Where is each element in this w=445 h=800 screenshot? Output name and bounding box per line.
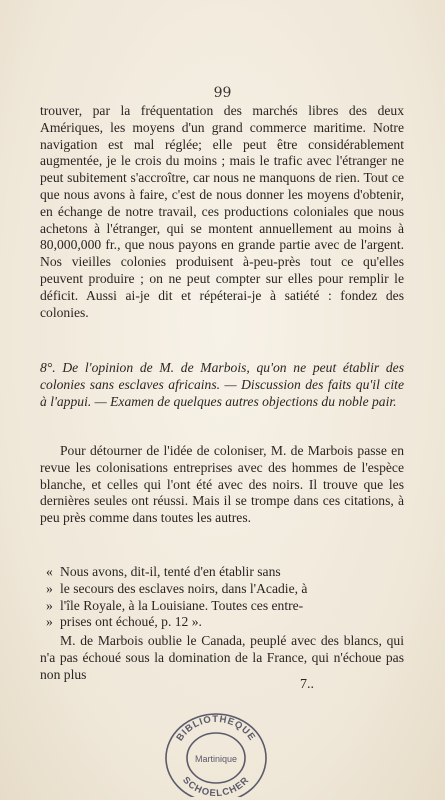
quote-line xyxy=(40,614,404,631)
quote-mark: » xyxy=(46,614,53,630)
page-number: 99 xyxy=(213,85,232,101)
paragraph-3 xyxy=(40,633,404,683)
quote-line xyxy=(40,564,404,581)
stamp-bottom-text: SCHOELCHER xyxy=(180,774,252,797)
quote-mark: » xyxy=(46,580,53,596)
quote-text: le secours des esclaves noirs, dans l'Acadie, à xyxy=(60,580,308,596)
paragraph-2-text: Pour détourner de l'idée de coloniser, M. de Marbois passe en revue les colonisations entreprises avec des hommes de l'espèce blanche, et celles qui l'ont été avec des noirs. Il trouve que les dernières seules ont réussi. Mais il se trompe dans ces citations, à peu près comme dans toutes les autres. xyxy=(40,443,404,526)
quotation xyxy=(40,564,404,631)
signature-mark: 7.. xyxy=(300,677,314,692)
library-stamp xyxy=(160,712,272,797)
stamp-top-text: BIBLIOTHEQUE xyxy=(174,713,258,744)
quote-mark: « xyxy=(46,564,53,579)
quote-line xyxy=(40,581,404,598)
paragraph-1 xyxy=(40,103,404,321)
section-heading xyxy=(40,360,404,410)
quote-text: l'île Royale, à la Louisiane. Toutes ces entre- xyxy=(60,597,304,613)
paragraph-1-text: trouver, par la fréquentation des marchés libres des deux Amériques, les moyens d'un grand commerce maritime. Notre navigation est mal réglée; elle peut être considérablement augmentée, je le crois du moins ; mais le trafic avec l'étranger ne peut subitement s'accroître, car nous ne manquons de rien. Tout ce que nous avons à faire, c'est de nous donner les moyens d'obtenir, en échange de notre travail, ces productions coloniales que nous achetons à l'étranger, qui se montent annuellement au moins à 80,000,000 fr., que nous payons en grande partie avec de l'argent. Nos vieilles colonies produisent à-peu-près tout ce qu'elles peuvent produire ; on ne peut compter sur elles pour remplir le déficit. Aussi ai-je dit et répéterai-je à satiété : fondez des colonies. xyxy=(40,103,404,320)
quote-text: Nous avons, dit-il, tenté d'en établir sans xyxy=(60,564,281,579)
stamp-center-text: Martinique xyxy=(194,754,238,764)
quote-mark: » xyxy=(46,597,53,613)
quote-text: prises ont échoué, p. 12 ». xyxy=(60,614,202,630)
svg-text:BIBLIOTHEQUE xyxy=(174,714,257,743)
svg-text:SCHOELCHER xyxy=(180,775,252,797)
quote-line xyxy=(40,598,404,615)
paragraph-2 xyxy=(40,443,404,527)
section-heading-text: 8°. De l'opinion de M. de Marbois, qu'on ne peut établir des colonies sans esclaves africains. — Discussion des faits qu'il cite à l'appui. — Examen de quelques autres objections du noble pair. xyxy=(40,360,404,409)
paragraph-3-text: M. de Marbois oublie le Canada, peuplé avec des blancs, qui n'a pas échoué sous la domination de la France, qui n'échoue pas non plus xyxy=(40,633,404,682)
